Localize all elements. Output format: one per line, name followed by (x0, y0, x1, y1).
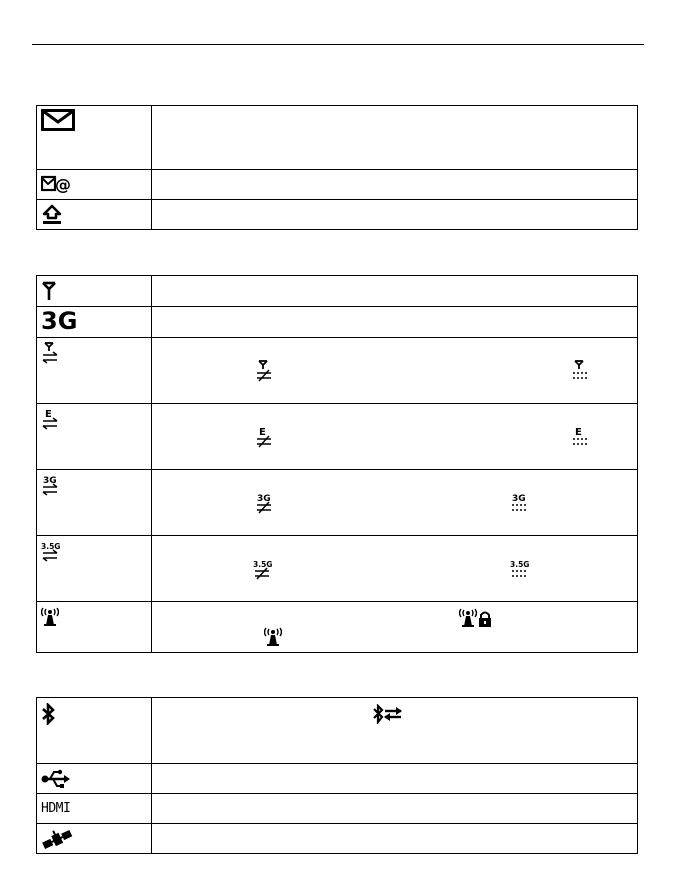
connectivity-icons-table (36, 697, 638, 854)
svg-text:3.5G: 3.5G (41, 542, 61, 551)
svg-text:3G: 3G (43, 476, 57, 486)
icon-cell (37, 276, 152, 307)
icon-cell (37, 404, 152, 470)
icon-cell (37, 470, 152, 536)
wlan-icon (41, 607, 59, 627)
gprs-data-icon (41, 342, 59, 364)
description-cell (152, 824, 638, 854)
icon-cell (37, 794, 152, 824)
description-cell (152, 698, 638, 764)
description-cell (152, 200, 638, 230)
gsm-antenna-icon (41, 281, 57, 301)
svg-text:@: @ (55, 175, 71, 193)
wlan-secured-icon (459, 608, 493, 628)
svg-text:E: E (575, 427, 582, 438)
usb-icon (41, 769, 71, 789)
icon-cell (37, 106, 152, 170)
icon-cell (37, 536, 152, 602)
description-cell (152, 170, 638, 200)
icon-cell (37, 698, 152, 764)
icon-cell (37, 764, 152, 794)
icon-cell (37, 307, 152, 338)
description-cell (152, 794, 638, 824)
envelope-icon (41, 109, 75, 131)
icon-cell (37, 602, 152, 653)
description-cell (152, 764, 638, 794)
svg-text:3G: 3G (512, 494, 526, 504)
description-cell (152, 276, 638, 307)
description-cell (152, 404, 638, 470)
hsdpa-data-icon (41, 540, 61, 562)
svg-text:E: E (45, 409, 52, 420)
hdmi-icon: HDMI (41, 801, 71, 816)
email-at-icon (41, 175, 75, 193)
egprs-data-icon (41, 408, 59, 430)
gps-satellite-icon (41, 828, 73, 850)
svg-text:E: E (259, 427, 266, 438)
messaging-icons-table (36, 105, 638, 230)
bluetooth-transfer-icon (373, 704, 403, 724)
icon-cell (37, 200, 152, 230)
description-cell (152, 338, 638, 404)
description-cell (152, 106, 638, 170)
header-rule (32, 44, 644, 45)
3g-suspended-icon (255, 492, 275, 514)
description-cell (152, 307, 638, 338)
egprs-suspended-icon (255, 426, 273, 448)
description-cell (152, 536, 638, 602)
description-cell (152, 470, 638, 536)
3g-data-icon (41, 474, 61, 496)
3g-network-icon: 3G (41, 307, 78, 335)
wlan-available-icon (264, 627, 282, 647)
svg-text:3.5G: 3.5G (510, 560, 530, 569)
svg-text:3.5G: 3.5G (253, 560, 273, 569)
network-icons-table (36, 275, 638, 653)
svg-text:3G: 3G (257, 494, 271, 504)
icon-cell (37, 338, 152, 404)
outbox-upload-icon (41, 204, 63, 226)
icon-cell (37, 170, 152, 200)
hsdpa-connecting-icon (510, 558, 530, 580)
gprs-connecting-icon (571, 360, 589, 382)
icon-cell (37, 824, 152, 854)
egprs-connecting-icon (571, 426, 589, 448)
3g-connecting-icon (510, 492, 530, 514)
hsdpa-suspended-icon (253, 558, 273, 580)
gprs-suspended-icon (255, 360, 273, 382)
description-cell (152, 602, 638, 653)
bluetooth-icon (41, 703, 55, 725)
